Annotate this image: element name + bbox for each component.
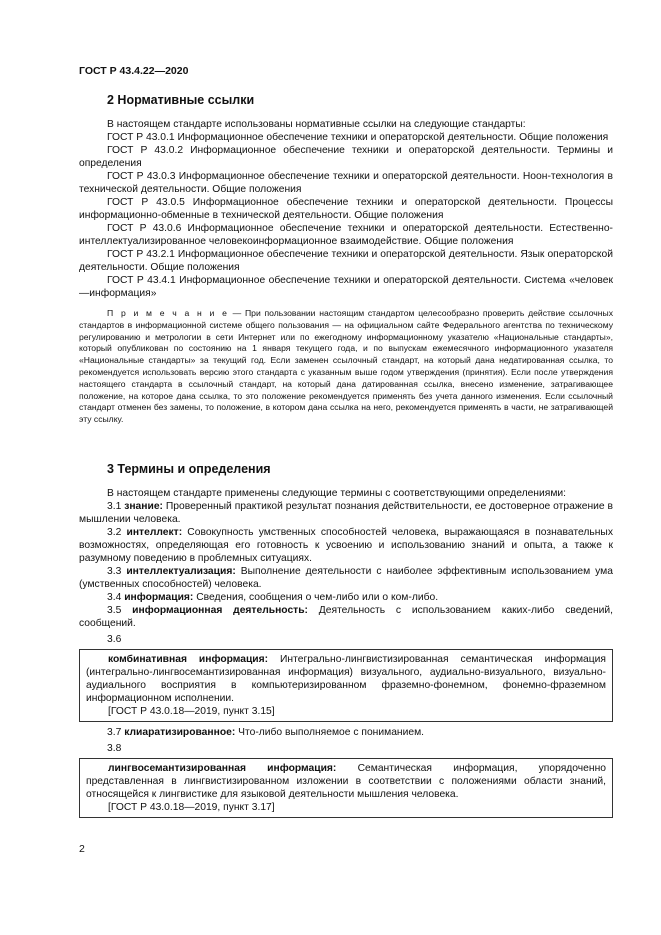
reference-item: ГОСТ Р 43.2.1 Информационное обеспечение техники и операторской деятельности. Язык операторской деятельности. Общие положения xyxy=(79,249,613,273)
term-number: 3.1 xyxy=(107,500,125,512)
page-number: 2 xyxy=(79,843,85,855)
term-3-8 xyxy=(86,762,606,801)
document-body xyxy=(79,93,613,820)
section-3-intro: В настоящем стандарте применены следующие термины с соответствующими определениями: xyxy=(107,487,567,499)
reference-item: ГОСТ Р 43.0.2 Информационное обеспечение техники и операторской деятельности. Термины и определения xyxy=(79,145,613,169)
term-3-6-box xyxy=(79,649,613,722)
term-source: [ГОСТ Р 43.0.18—2019, пункт 3.17] xyxy=(108,801,275,813)
reference-note xyxy=(79,308,613,426)
term-3-8-number: 3.8 xyxy=(107,742,122,754)
note-text: — При пользовании настоящим стандартом целесообразно проверить действие ссылочных стандартов в информационной системе общего пользования — на официальном сайте Федерального агентства по техническому регулированию и метрологии в сети Интернет или по ежегодному информационному указателю «Национальные стандарты», который опубликован по состоянию на 1 января текущего года, и по выпускам ежемесячного информационного указателя «Национальные стандарты» за текущий год. Если заменен ссылочный стандарт, на который дана недатированная ссылка, то рекомендуется использовать версию этого стандарта с указанным выше годом утверждения (принятия). Если после утверждения настоящего стандарта в ссылочный стандарт, на который дана датированная ссылка, внесено изменение, затрагивающее положение, на которое дана ссылка, то это положение рекомендуется применять без учета данного изменения. Если ссылочный стандарт отменен без замены, то положение, в котором дана ссылка на него, рекомендуется применять в части, не затрагивающей эту ссылку. xyxy=(79,308,614,425)
term-definition: Интегрально-лингвистизированная семантическая информация (интегрально-лингвосемантизированная информация) визуального, аудиально-визуального, визуально-аудиального восприятия в компьютеризированном фраземно-фонемном, фонемно-фраземном информационном исполнении. xyxy=(86,653,606,704)
term-definition: Совокупность умственных способностей человека, выражающаяся в познавательных возможностях, определяющая его готовность к усвоению и использованию знаний и опыта, а также к разумному поведению в проблемных ситуациях. xyxy=(79,526,613,564)
term-definition: Что-либо выполняемое с пониманием. xyxy=(235,726,425,738)
term-number: 3.7 xyxy=(107,726,125,738)
term-definition: Сведения, сообщения о чем-либо или о ком-либо. xyxy=(193,591,439,603)
note-label: П р и м е ч а н и е xyxy=(107,308,229,318)
reference-item: ГОСТ Р 43.4.1 Информационное обеспечение техники и операторской деятельности. Система «человек—информация» xyxy=(79,275,613,299)
term-name: интеллект: xyxy=(126,526,183,538)
term-3-6 xyxy=(86,653,606,705)
term-3-5 xyxy=(79,604,613,630)
term-source: [ГОСТ Р 43.0.18—2019, пункт 3.15] xyxy=(108,705,275,717)
term-definition: Выполнение деятельности с наиболее эффективным использованием ума (умственных способностей) человека. xyxy=(79,565,613,590)
section-3-title: 3 Термины и определения xyxy=(107,461,271,476)
term-name: информационная деятельность: xyxy=(132,604,308,616)
term-name: информация: xyxy=(124,591,194,603)
term-number: 3.4 xyxy=(107,591,125,603)
term-number: 3.5 xyxy=(107,604,133,616)
term-3-4 xyxy=(79,591,613,604)
term-definition: Проверенный практикой результат познания действительности, ее достоверное отражение в мышлении человека. xyxy=(79,500,613,525)
term-3-6-number: 3.6 xyxy=(107,633,122,645)
term-name: комбинативная информация: xyxy=(108,653,269,665)
term-number: 3.2 xyxy=(107,526,127,538)
term-3-3 xyxy=(79,565,613,591)
reference-item: ГОСТ Р 43.0.3 Информационное обеспечение техники и операторской деятельности. Ноон-технология в технической деятельности. Общие положения xyxy=(79,171,613,195)
reference-item: ГОСТ Р 43.0.1 Информационное обеспечение техники и операторской деятельности. Общие положения xyxy=(107,132,609,143)
section-2-intro: В настоящем стандарте использованы нормативные ссылки на следующие стандарты: xyxy=(107,119,526,130)
term-3-8-box xyxy=(79,758,613,818)
term-3-2 xyxy=(79,526,613,565)
term-3-7 xyxy=(79,726,613,739)
reference-item: ГОСТ Р 43.0.5 Информационное обеспечение техники и операторской деятельности. Процессы информационно-обменные в технической деятельности. Общие положения xyxy=(79,197,613,221)
term-name: клиаратизированное: xyxy=(124,726,236,738)
term-definition: Деятельность с использованием каких-либо сведений, сообщений. xyxy=(79,604,613,629)
term-name: знание: xyxy=(124,500,163,512)
term-name: лингвосемантизированная информация: xyxy=(108,762,337,774)
term-number: 3.3 xyxy=(107,565,127,577)
reference-item: ГОСТ Р 43.0.6 Информационное обеспечение техники и операторской деятельности. Естественно-интеллектуализированное человекоинформационное взаимодействие. Общие положения xyxy=(79,223,613,247)
term-3-1 xyxy=(79,500,613,526)
term-definition: Семантическая информация, упорядоченно представленная в лингвистизированном изложении в соответствии с положениями области знаний, относящейся к лингвистике для языковой деятельности мышления человека. xyxy=(86,762,606,800)
document-header: ГОСТ Р 43.4.22—2020 xyxy=(79,65,189,77)
section-2-title: 2 Нормативные ссылки xyxy=(107,93,255,107)
term-name: интеллектуализация: xyxy=(126,565,236,577)
